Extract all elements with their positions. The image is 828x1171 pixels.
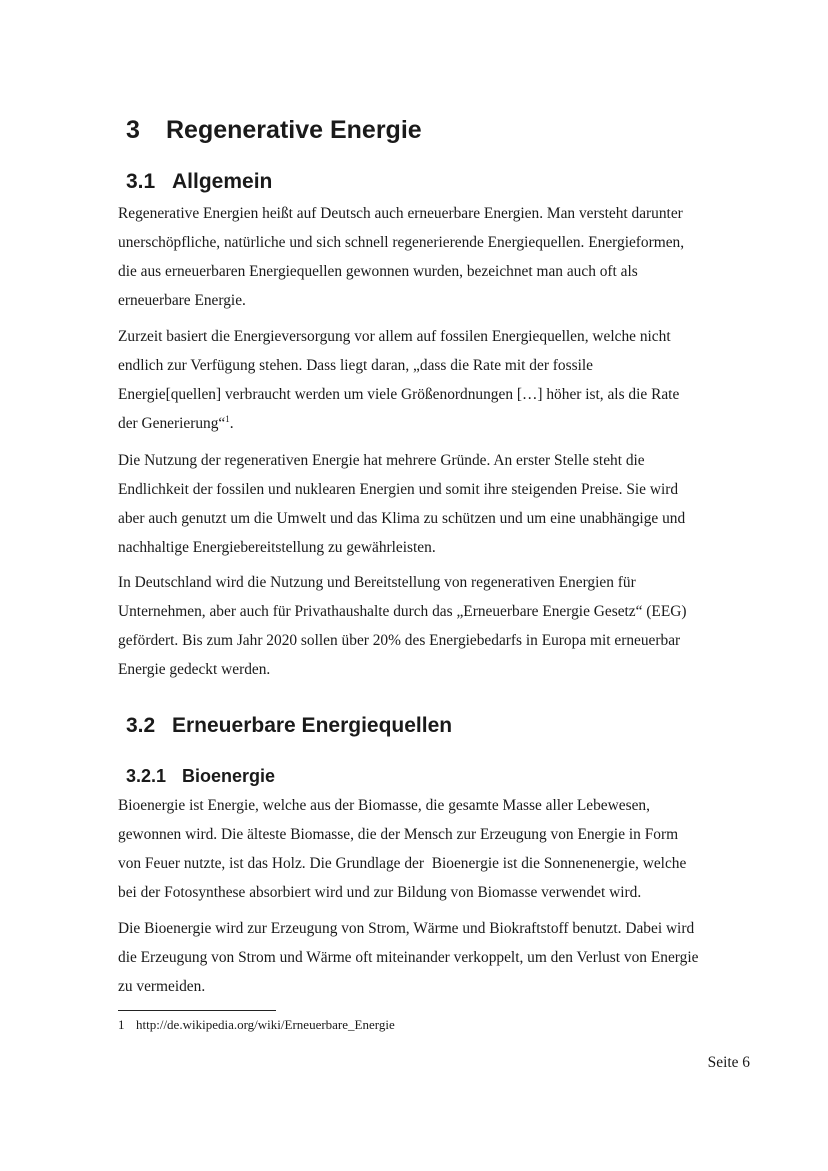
footnote-number: 1: [118, 1017, 125, 1032]
footnote-separator: [118, 1010, 276, 1011]
quote-end-text: der Generierung“: [118, 415, 226, 432]
text-line: nachhaltige Energiebereitstellung zu gewährleisten.: [118, 539, 436, 556]
paragraph: [118, 446, 754, 562]
paragraph: [118, 914, 754, 1001]
text-line: endlich zur Verfügung stehen. Dass liegt daran, „dass die Rate mit der fossile: [118, 357, 593, 374]
text-line: aber auch genutzt um die Umwelt und das Klima zu schützen und um eine unabhängige und: [118, 510, 686, 527]
text-line: Endlichkeit der fossilen und nuklearen Energien und somit ihre steigenden Preise. Sie wird: [118, 481, 679, 498]
section-number: 3.1: [126, 170, 156, 193]
text-line: zu vermeiden.: [118, 978, 206, 995]
section-number: 3.2: [126, 714, 156, 737]
chapter-number: 3: [126, 116, 140, 144]
subsection-heading-bioenergie: [126, 764, 275, 788]
section-title: Erneuerbare Energiequellen: [172, 714, 453, 737]
footnote-reference[interactable]: 1: [225, 414, 230, 424]
footnote: [118, 1016, 395, 1034]
text-line: Energie gedeckt werden.: [118, 661, 271, 678]
section-heading-allgemein: [126, 168, 272, 196]
text-line: Bioenergie ist Energie, welche aus der Biomasse, die gesamte Masse aller Lebewesen,: [118, 797, 650, 814]
text-line: [118, 409, 754, 438]
paragraph: [118, 199, 754, 315]
page-number: Seite 6: [707, 1054, 750, 1071]
text-line: gefördert. Bis zum Jahr 2020 sollen über 20% des Energiebedarfs in Europa mit erneuerbar: [118, 632, 681, 649]
paragraph: [118, 322, 754, 438]
subsection-number: 3.2.1: [126, 766, 167, 786]
text-line: Die Bioenergie wird zur Erzeugung von Strom, Wärme und Biokraftstoff benutzt. Dabei wird: [118, 920, 695, 937]
text-line: gewonnen wird. Die älteste Biomasse, die der Mensch zur Erzeugung von Energie in Form: [118, 826, 679, 843]
section-title: Allgemein: [172, 170, 273, 193]
text-line: von Feuer nutzte, ist das Holz. Die Grundlage der Bioenergie ist die Sonnenenergie, welche: [118, 855, 687, 872]
paragraph: [118, 791, 754, 907]
paragraph: [118, 568, 754, 684]
text-line: Zurzeit basiert die Energieversorgung vor allem auf fossilen Energiequellen, welche nicht: [118, 328, 671, 345]
text-line: die aus erneuerbaren Energiequellen gewonnen wurden, bezeichnet man auch oft als: [118, 263, 638, 280]
text-line: Unternehmen, aber auch für Privathaushalte durch das „Erneuerbare Energie Gesetz“ (EEG): [118, 603, 687, 620]
text-line: unerschöpfliche, natürliche und sich schnell regenerierende Energiequellen. Energieformen,: [118, 234, 685, 251]
text-line: bei der Fotosynthese absorbiert wird und zur Bildung von Biomasse verwendet wird.: [118, 884, 642, 901]
sentence-end: .: [229, 415, 234, 432]
text-line: Die Nutzung der regenerativen Energie hat mehrere Gründe. An erster Stelle steht die: [118, 452, 645, 469]
text-line: Regenerative Energien heißt auf Deutsch auch erneuerbare Energien. Man versteht darunter: [118, 205, 683, 222]
text-line: erneuerbare Energie.: [118, 292, 246, 309]
chapter-title: Regenerative Energie: [166, 116, 422, 144]
footnote-link[interactable]: http://de.wikipedia.org/wiki/Erneuerbare_Energie: [136, 1017, 395, 1032]
subsection-title: Bioenergie: [182, 766, 276, 786]
text-line: In Deutschland wird die Nutzung und Bereitstellung von regenerativen Energien für: [118, 574, 636, 591]
chapter-heading: [126, 114, 422, 146]
text-line: Energie[quellen] verbraucht werden um viele Größenordnungen […] höher ist, als die Rate: [118, 386, 680, 403]
text-line: die Erzeugung von Strom und Wärme oft miteinander verkoppelt, um den Verlust von Energie: [118, 949, 699, 966]
section-heading-erneuerbare-energiequellen: [126, 712, 452, 740]
